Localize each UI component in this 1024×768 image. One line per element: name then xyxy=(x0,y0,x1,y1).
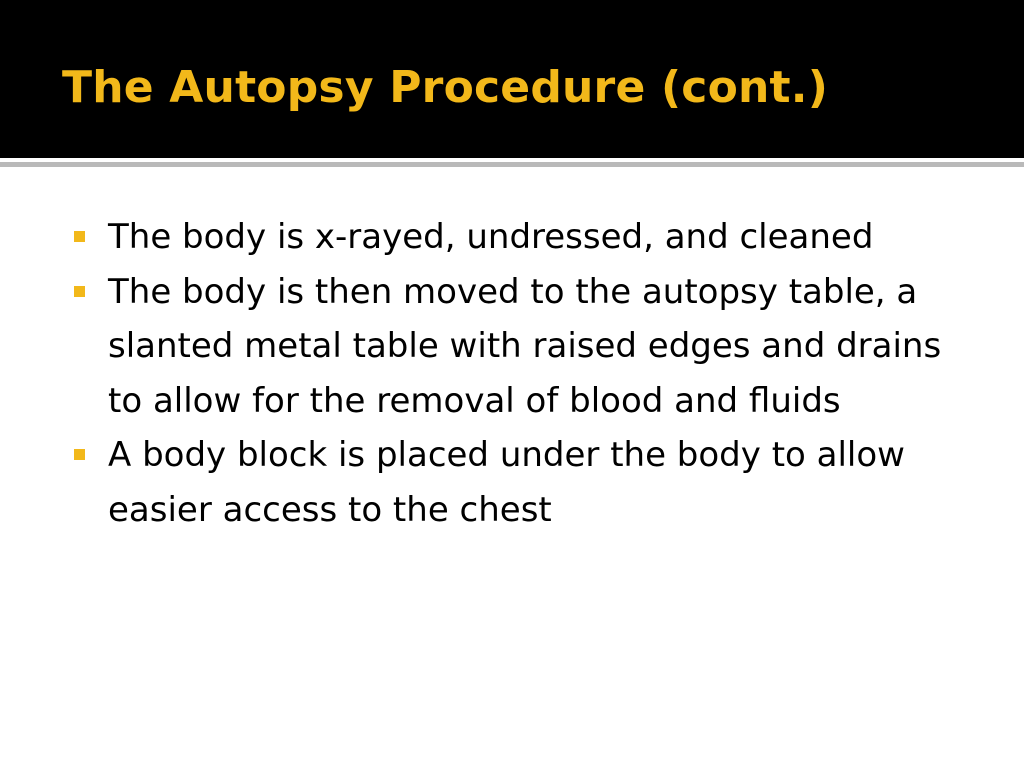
square-bullet-icon xyxy=(74,449,85,460)
bullet-item xyxy=(70,428,970,537)
slide-title: The Autopsy Procedure (cont.) xyxy=(62,62,829,113)
bullet-text: The body is x-rayed, undressed, and cleaned xyxy=(108,217,874,257)
bullet-item xyxy=(70,265,970,429)
bullet-text: A body block is placed under the body to allow easier access to the chest xyxy=(108,435,905,530)
bullet-text: The body is then moved to the autopsy table, a slanted metal table with raised edges and drains to allow for the removal of blood and fluids xyxy=(108,271,942,421)
square-bullet-icon xyxy=(74,286,85,297)
title-bar xyxy=(0,0,1024,158)
title-divider xyxy=(0,162,1024,167)
square-bullet-icon xyxy=(74,231,85,242)
bullet-list xyxy=(70,210,970,537)
bullet-item xyxy=(70,210,970,265)
